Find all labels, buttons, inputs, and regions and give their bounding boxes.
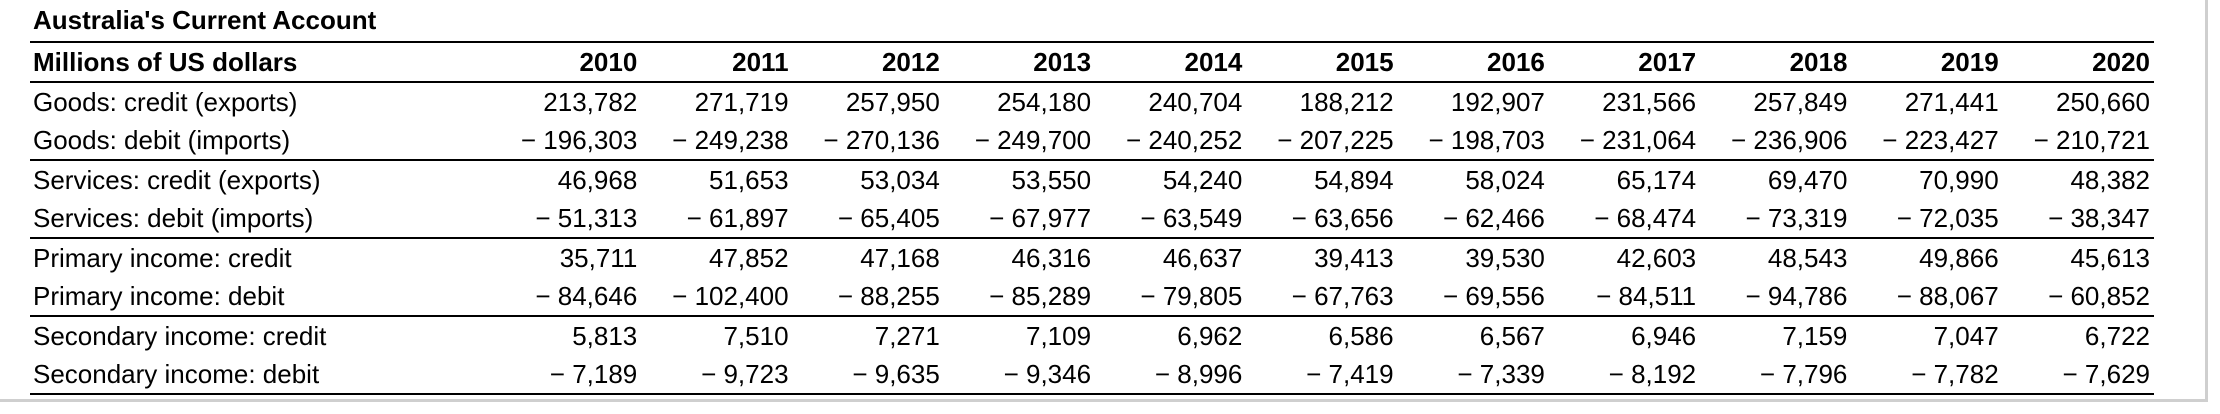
value-cell: − 102,400: [672, 281, 789, 311]
row-label: Secondary income: credit: [33, 321, 327, 351]
row-label: Services: credit (exports): [33, 165, 321, 195]
value-cell: 46,316: [1011, 243, 1092, 273]
value-cell: − 68,474: [1594, 203, 1697, 233]
value-cell: − 9,635: [852, 359, 940, 389]
value-cell: 257,950: [845, 87, 940, 117]
value-cell: − 231,064: [1579, 125, 1697, 155]
year-header: 2011: [732, 47, 789, 77]
value-cell: − 62,466: [1442, 203, 1545, 233]
value-cell: − 67,763: [1291, 281, 1394, 311]
value-cell: − 8,996: [1154, 359, 1243, 389]
row-label: Goods: credit (exports): [33, 87, 298, 117]
value-cell: 39,530: [1465, 243, 1545, 273]
value-cell: 231,566: [1602, 87, 1697, 117]
row-label: Primary income: debit: [33, 281, 285, 311]
value-cell: − 63,656: [1291, 203, 1394, 233]
value-cell: 250,660: [2056, 87, 2150, 117]
year-header: 2018: [1789, 47, 1848, 77]
value-cell: 47,852: [709, 243, 789, 273]
value-cell: − 7,189: [549, 359, 638, 389]
value-cell: − 88,067: [1896, 281, 1999, 311]
value-cell: − 270,136: [823, 125, 940, 155]
table-row: [30, 199, 2154, 238]
value-cell: − 79,805: [1140, 281, 1243, 311]
value-cell: 42,603: [1616, 243, 1697, 273]
value-cell: − 88,255: [837, 281, 940, 311]
value-cell: 47,168: [860, 243, 940, 273]
row-label: Primary income: credit: [33, 243, 292, 273]
year-header: 2013: [1033, 47, 1092, 77]
value-cell: 49,866: [1919, 243, 1999, 273]
value-cell: 213,782: [543, 87, 638, 117]
value-cell: 51,653: [709, 165, 789, 195]
value-cell: − 38,347: [2048, 203, 2150, 233]
value-cell: − 236,906: [1731, 125, 1848, 155]
year-header: 2019: [1940, 47, 1999, 77]
value-cell: − 7,339: [1457, 359, 1545, 389]
value-cell: 6,962: [1177, 321, 1243, 351]
row-label: Goods: debit (imports): [33, 125, 291, 155]
year-header: 2014: [1184, 47, 1243, 77]
value-cell: 65,174: [1616, 165, 1697, 195]
value-cell: − 60,852: [2048, 281, 2150, 311]
value-cell: 39,413: [1314, 243, 1394, 273]
value-cell: − 7,629: [2062, 359, 2150, 389]
value-cell: 48,382: [2070, 165, 2150, 195]
value-cell: − 69,556: [1442, 281, 1545, 311]
year-header: 2017: [1638, 47, 1697, 77]
value-cell: 254,180: [997, 87, 1092, 117]
table-body: [30, 82, 2154, 394]
table-row: [30, 355, 2154, 394]
value-cell: − 84,511: [1596, 281, 1697, 311]
row-label: Secondary income: debit: [33, 359, 320, 389]
table-row: [30, 121, 2154, 160]
value-cell: − 7,796: [1759, 359, 1848, 389]
value-cell: 188,212: [1299, 87, 1394, 117]
value-cell: − 51,313: [535, 203, 638, 233]
year-header: 2020: [2092, 47, 2150, 77]
value-cell: − 207,225: [1277, 125, 1394, 155]
row-label: Services: debit (imports): [33, 203, 314, 233]
year-header: 2012: [881, 47, 940, 77]
value-cell: − 65,405: [837, 203, 940, 233]
value-cell: 7,047: [1933, 321, 1999, 351]
value-cell: 240,704: [1148, 87, 1243, 117]
table-title: Australia's Current Account: [33, 5, 377, 35]
value-cell: − 249,238: [672, 125, 789, 155]
year-header: 2010: [579, 47, 638, 77]
value-cell: − 85,289: [989, 281, 1092, 311]
value-cell: 271,719: [694, 87, 789, 117]
value-cell: − 7,419: [1306, 359, 1394, 389]
value-cell: − 249,700: [974, 125, 1092, 155]
value-cell: − 210,721: [2033, 125, 2150, 155]
value-cell: 69,470: [1767, 165, 1848, 195]
value-cell: 35,711: [559, 243, 638, 273]
value-cell: − 94,786: [1745, 281, 1848, 311]
value-cell: − 61,897: [686, 203, 789, 233]
unit-header: Millions of US dollars: [33, 47, 298, 77]
value-cell: 6,722: [2084, 321, 2150, 351]
value-cell: − 198,703: [1428, 125, 1545, 155]
value-cell: 58,024: [1465, 165, 1545, 195]
value-cell: 6,567: [1479, 321, 1545, 351]
table-row: [30, 82, 2154, 121]
value-cell: − 240,252: [1125, 125, 1243, 155]
table-row: [30, 238, 2154, 277]
value-cell: 7,159: [1782, 321, 1848, 351]
value-cell: 54,894: [1314, 165, 1394, 195]
year-header: 2015: [1335, 47, 1394, 77]
table-row: [30, 277, 2154, 316]
value-cell: − 196,303: [520, 125, 638, 155]
value-cell: − 9,346: [1003, 359, 1092, 389]
value-cell: − 84,646: [535, 281, 638, 311]
value-cell: − 63,549: [1140, 203, 1243, 233]
value-cell: − 73,319: [1745, 203, 1848, 233]
value-cell: 54,240: [1162, 165, 1243, 195]
value-cell: 6,586: [1328, 321, 1394, 351]
value-cell: 192,907: [1450, 87, 1545, 117]
header-row: [30, 42, 2154, 82]
current-account-table: [30, 41, 2154, 395]
value-cell: − 9,723: [701, 359, 789, 389]
value-cell: 70,990: [1919, 165, 1999, 195]
value-cell: 5,813: [572, 321, 638, 351]
value-cell: 46,637: [1162, 243, 1243, 273]
value-cell: 271,441: [1904, 87, 1999, 117]
value-cell: − 8,192: [1608, 359, 1697, 389]
value-cell: 257,849: [1753, 87, 1848, 117]
value-cell: 7,510: [723, 321, 789, 351]
value-cell: 45,613: [2070, 243, 2150, 273]
value-cell: 48,543: [1767, 243, 1848, 273]
value-cell: 6,946: [1631, 321, 1697, 351]
table-row: [30, 316, 2154, 355]
value-cell: 7,109: [1026, 321, 1092, 351]
value-cell: − 7,782: [1911, 359, 1999, 389]
value-cell: − 67,977: [989, 203, 1092, 233]
value-cell: 53,550: [1011, 165, 1092, 195]
table-row: [30, 160, 2154, 199]
value-cell: 46,968: [557, 165, 638, 195]
value-cell: 53,034: [860, 165, 940, 195]
value-cell: − 223,427: [1882, 125, 1999, 155]
value-cell: − 72,035: [1896, 203, 1999, 233]
value-cell: 7,271: [874, 321, 940, 351]
year-header: 2016: [1487, 47, 1545, 77]
